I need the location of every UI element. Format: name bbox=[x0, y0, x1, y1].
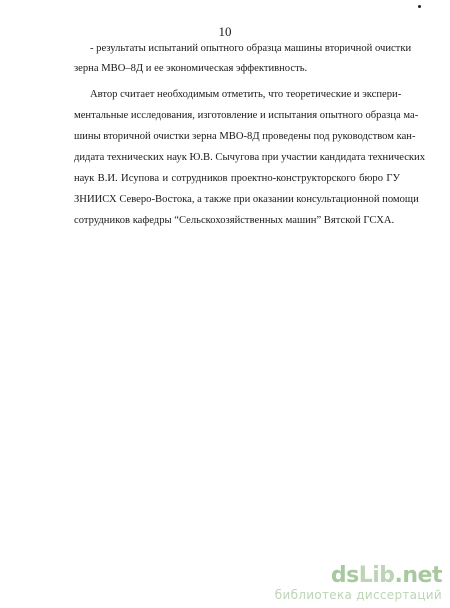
paragraph-2-line-4: дидата технических наук Ю.В. Сычугова при участии кандидата технических bbox=[74, 152, 426, 163]
paragraph-2-line-6: ЗНИИСХ Северо-Востока, а также при оказании консультационной помощи bbox=[74, 194, 419, 205]
paragraph-2-line-7: сотрудников кафедры “Сельскохозяйственных машин” Вятской ГСХА. bbox=[74, 215, 395, 226]
dslib-logo bbox=[275, 564, 442, 588]
watermark-subtitle: библиотека диссертаций bbox=[274, 588, 442, 602]
paragraph-2-line-3: шины вторичной очистки зерна МВО-8Д проведены под руководством кан- bbox=[74, 131, 416, 142]
logo-part-lib: Lib bbox=[358, 563, 395, 588]
logo-part-ds: ds bbox=[330, 563, 359, 588]
logo-part-net: .net bbox=[394, 563, 442, 588]
paragraph-2-line-1: Автор считает необходимым отметить, что теоретические и экспери- bbox=[90, 89, 402, 100]
paragraph-1-line-2: зерна МВО–8Д и ее экономическая эффективность. bbox=[74, 63, 308, 74]
paragraph-2-line-2: ментальные исследования, изготовление и испытания опытного образца ма- bbox=[74, 110, 419, 121]
paragraph-2-line-5: наук В.И. Исупова и сотрудников проектно-конструкторского бюро ГУ bbox=[74, 173, 400, 184]
corner-dot-mark bbox=[418, 5, 421, 8]
dslib-watermark[interactable] bbox=[275, 564, 442, 602]
page-number: 10 bbox=[218, 24, 232, 39]
paragraph-1-line-1: - результаты испытаний опытного образца машины вторичной очистки bbox=[90, 43, 412, 54]
